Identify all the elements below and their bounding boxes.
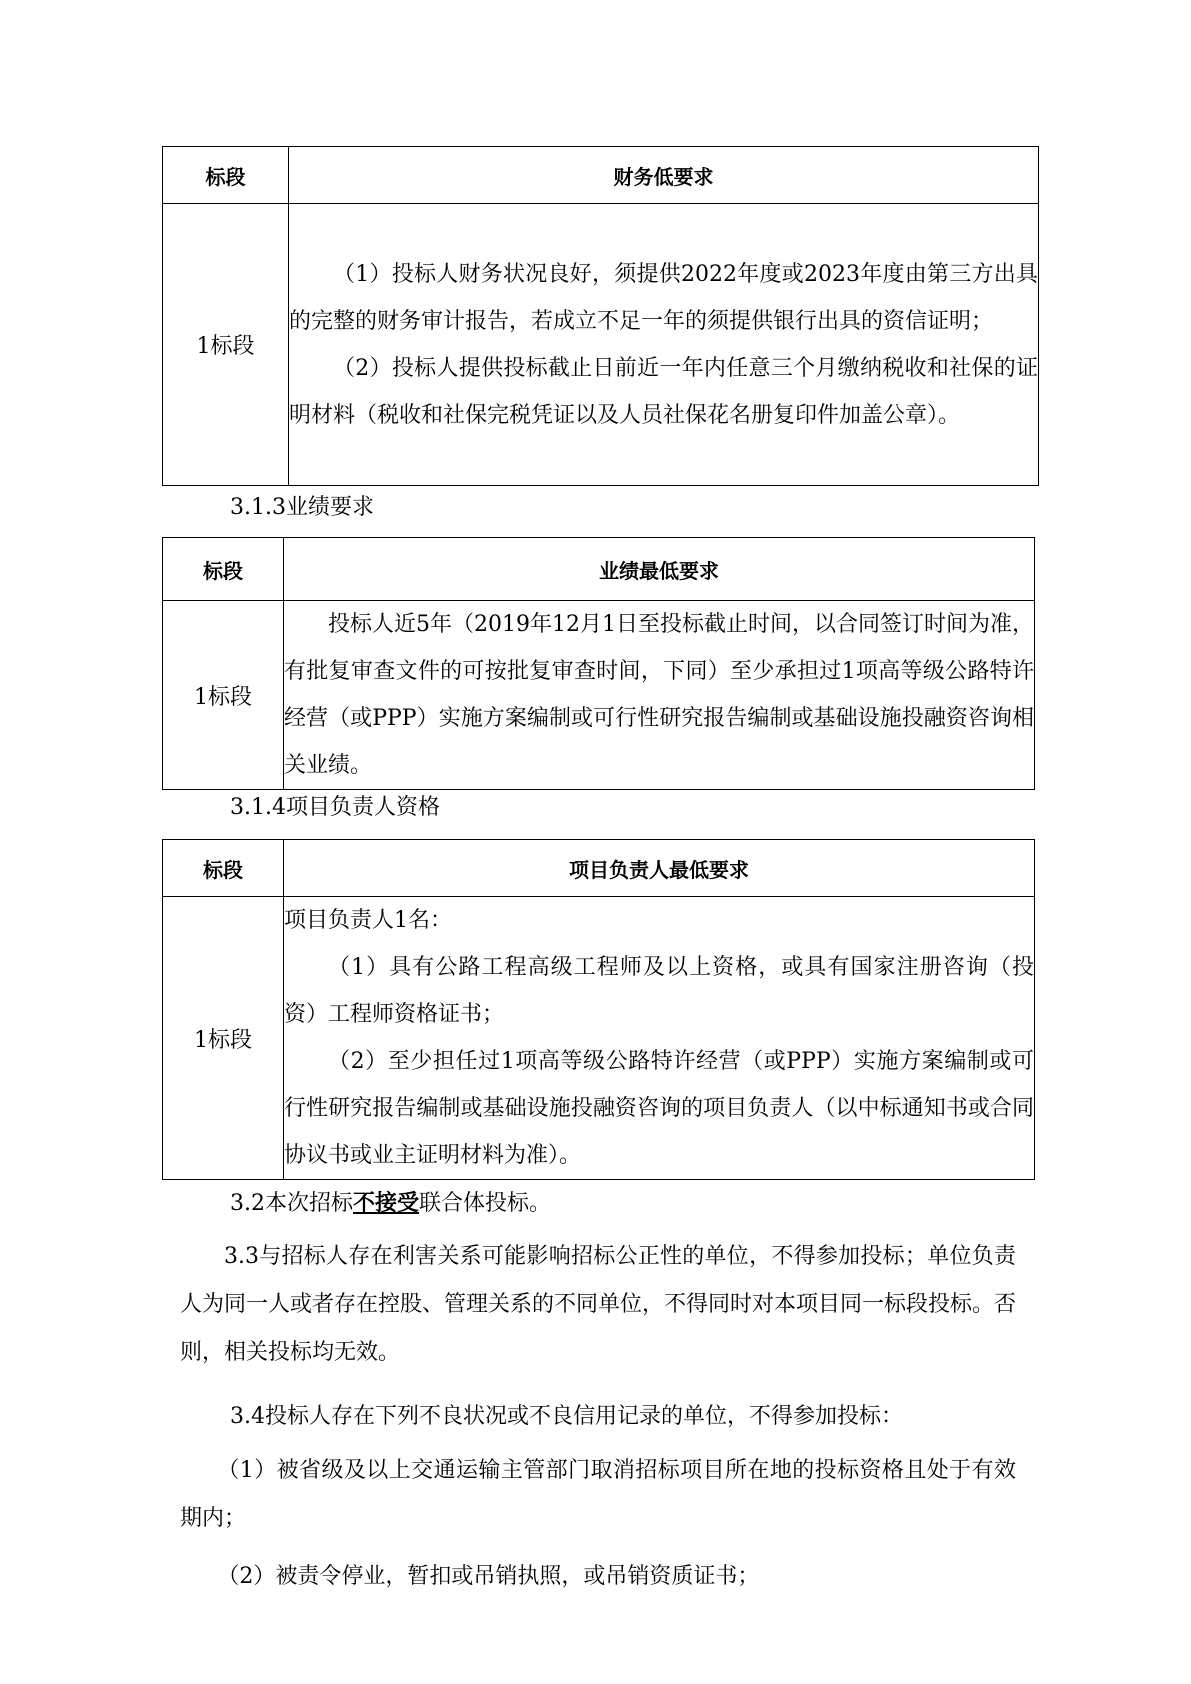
table1-segment-cell: 1标段 [163, 204, 289, 486]
table1-requirement-header: 财务低要求 [289, 147, 1039, 204]
table2-segment-header: 标段 [163, 538, 284, 601]
clause-3-4: 3.4投标人存在下列不良状况或不良信用记录的单位，不得参加投标： [230, 1404, 903, 1429]
performance-requirements-table [162, 537, 1035, 790]
project-leader-requirements-table [162, 839, 1035, 1180]
clause-3-3-text: 3.3与招标人存在利害关系可能影响招标公正性的单位，不得参加投标；单位负责人为同一人或者存在控股、管理关系的不同单位，不得同时对本项目同一标段投标。否则，相关投标均无效。 [180, 1244, 1017, 1365]
table2-requirement-cell [284, 601, 1035, 790]
financial-requirement-1: （1）投标人财务状况良好，须提供2022年度或2023年度由第三方出具的完整的财务审计报告，若成立不足一年的须提供银行出具的资信证明； [289, 261, 1038, 334]
project-leader-requirement-2: （2）至少担任过1项高等级公路特许经营（或PPP）实施方案编制或可行性研究报告编制或基础设施投融资咨询的项目负责人（以中标通知书或合同协议书或业主证明材料为准）。 [284, 1049, 1034, 1168]
financial-requirements-table [162, 146, 1039, 486]
table1-segment-header: 标段 [163, 147, 289, 204]
clause-3-2-suffix: 联合体投标。 [419, 1191, 552, 1216]
clause-3-3 [180, 1233, 1016, 1377]
table2-segment-cell: 1标段 [163, 601, 284, 790]
table3-segment-cell: 1标段 [163, 897, 284, 1180]
table1-requirement-cell [289, 204, 1039, 486]
clause-3-2-emphasis: 不接受 [353, 1191, 420, 1216]
table2-requirement-header: 业绩最低要求 [284, 538, 1035, 601]
table3-segment-header: 标段 [163, 840, 284, 897]
table3-requirement-header: 项目负责人最低要求 [284, 840, 1035, 897]
financial-requirement-2: （2）投标人提供投标截止日前近一年内任意三个月缴纳税收和社保的证明材料（税收和社保完税凭证以及人员社保花名册复印件加盖公章）。 [289, 355, 1038, 428]
clause-3-4-item-1: （1）被省级及以上交通运输主管部门取消招标项目所在地的投标资格且处于有效期内； [180, 1458, 1016, 1531]
clause-3-2 [230, 1180, 551, 1227]
performance-requirement-1: 投标人近5年（2019年12月1日至投标截止时间，以合同签订时间为准，有批复审查文件的可按批复审查时间，下同）至少承担过1项高等级公路特许经营（或PPP）实施方案编制或可行性研究报告编制或基础设施投融资咨询相关业绩。 [284, 612, 1034, 778]
section-heading-314: 3.1.4项目负责人资格 [230, 795, 440, 820]
clause-3-4-item-2: （2）被责令停业，暂扣或吊销执照，或吊销资质证书； [217, 1564, 760, 1589]
table3-requirement-cell [284, 897, 1035, 1180]
section-heading-313: 3.1.3业绩要求 [230, 495, 374, 520]
project-leader-intro: 项目负责人1名： [284, 908, 452, 933]
clause-3-2-prefix: 3.2本次招标 [230, 1191, 353, 1216]
project-leader-requirement-1: （1）具有公路工程高级工程师及以上资格，或具有国家注册咨询（投资）工程师资格证书； [284, 955, 1034, 1027]
clause-3-4-items [180, 1447, 1016, 1601]
